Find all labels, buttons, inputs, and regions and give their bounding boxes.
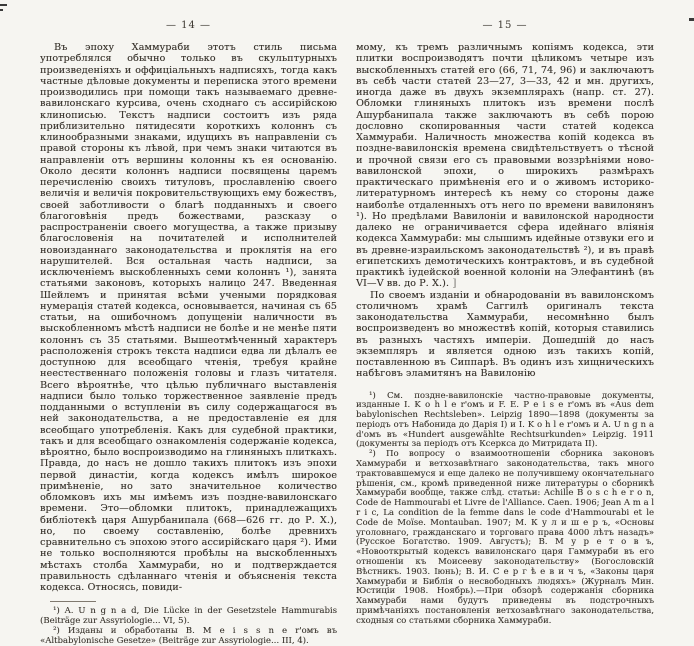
page-right	[356, 20, 654, 627]
pencil-mark: ]	[449, 278, 457, 290]
footnote-right-1: ¹) См. поздне-вавилонскіе частно-правовые документы, изданные I. K o h l e r'омъ и F. E. P e i s e r'омъ въ «Aus dem babylonischen Rechtsleben». Leipzig 1890—1898 (документы за періодъ отъ Набонида до Дарія I) и I. K o h l e r'омъ и A. U n g n a d'омъ въ «Hundert ausgewählte Rechtsurkunden» Leipzig. 1911 (документы за періодъ отъ Ксеркса до Митридата II).	[356, 390, 654, 450]
scan-artifact	[0, 4, 7, 6]
page-number-right: — 15 —	[482, 20, 528, 31]
scan-artifact	[0, 9, 3, 11]
footnotes-right	[356, 392, 654, 627]
footnote-left-1: ¹) A. U n g n a d, Die Lücke in der Gesetzstele Hammurabis (Beiträge zur Assyriologie... VI, 5).	[40, 606, 337, 627]
footnote-left-2: ²) Изданы и обработаны B. M e i s s n e r'омъ въ «Altbabylonische Gesetze» (Beiträge zur Assyriologie... III, 4).	[40, 625, 337, 646]
page-number-left: — 14 —	[165, 20, 212, 31]
footnote-right-2: ²) По вопросу о взаимоотношеніи сборника законовъ Хаммураби и ветхозавѣтнаго законодательства, такъ много трактовавшемуся и еще далеко не получившему окончательнаго рѣшенія, см., кромѣ приведенной ниже литературы о сборникѣ Хаммураби вообще, также слѣд. статьи: Achille B o s c h e r o n, Code de Hammourabi et Livre de l'Alliance. Caen. 1906; Jean A m a l r i c, La condition de la femme dans le code d'Hammourabi et le Code de Moïse. Montauban. 1907; М. К у л и ш е р ъ, «Основы уголовнаго, гражданскаго и торговаго права 4000 лѣтъ назадъ» (Русское Богатство. 1909. Августъ); В. М у р е т о в ъ, «Новооткрытый кодексъ вавилонскаго царя Гаммураби въ его отношеніи къ Моисееву законодательству» (Богословскій Вѣстникъ. 1903. Іюнь); В. И. С е р г ѣ е в и ч ъ, «Законы царя Хаммураби и Библія о несвободныхъ людяхъ» (Журналъ Мин. Юстиціи 1908. Ноябрь).—При обзорѣ содержанія сборника Хаммураби нами будутъ приведены въ подстрочныхъ примѣчаніяхъ постановленія ветхозавѣтнаго законодательства, сходныя со статьями сборника Хаммураби.	[356, 449, 654, 626]
footnote-separator-left	[50, 601, 96, 602]
body-text-right-1	[356, 42, 654, 290]
page-left	[40, 20, 337, 646]
body-text-right-2: По своемъ изданіи и обнародованіи въ вавилонскомъ столичномъ храмѣ Саггилѣ оригиналъ текста законодательства Хаммураби, несомнѣнно былъ воспроизведенъ во множествѣ копій, которыя ставились въ разныхъ частяхъ имперіи. Дошедшій до насъ экземпляръ и является одною изъ такихъ копій, поставленною въ Сиппарѣ. Въ одинъ изъ хищническихъ набѣговъ эламитянъ на Вавилонію	[356, 289, 654, 380]
body-text-left: Въ эпоху Хаммураби этотъ стиль письма употреблялся обычно только въ скульптурныхъ произведеніяхъ и оффиціальныхъ надписяхъ, тогда какъ частные дѣловые документы и переписка этого времени производились при помощи такъ называемаго древне-вавилонскаго курсива, очень сходнаго съ ассирійскою клинописью. Текстъ надписи состоитъ изъ ряда приблизительно пятидесяти короткихъ колоннъ съ клинообразными знаками, идущихъ въ направленіи съ правой стороны къ лѣвой, при чемъ знаки читаются въ направленіи отъ вершины колонны къ ея основанію. Около десяти колоннъ надписи посвящены царемъ перечисленію своихъ титуловъ, прославленію своего величія и величія покровительствующихъ ему божествъ, своей заботливости о благѣ подданныхъ и своего благоговѣнія предъ божествами, разсказу о распространеніи своего могущества, а также призыву благословенія на почитателей и исполнителей новоизданнаго законодательства и проклятія на его нарушителей. Вся остальная часть надписи, за исключеніемъ выскобленныхъ семи колоннъ ¹), занята статьями законовъ, которыхъ налицо 247. Введенная Шейлемъ и принятая всѣми учеными порядковая нумерація статей кодекса, основывается, начиная съ 65 статьи, на ошибочномъ допущеніи наличности въ выскобленномъ мѣстѣ надписи не болѣе и не менѣе пяти колоннъ съ 35 статьями. Вышеотмѣченный характеръ расположенія строкъ текста надписи едва ли дѣлалъ ее доступною для всеобщаго чтенія, требуя крайне неестественнаго положенія головы и глазъ читателя. Всего вѣроятнѣе, что цѣлью публичнаго выставленія надписи было только торжественное заявленіе предъ подданными о вступленіи въ силу содержащагося въ ней законодательства, а не предоставленіе ея для всеобщаго употребленія. Какъ для судебной практики, такъ и для всеобщаго ознакомленія содержаніе кодекса, вѣроятно, было воспроизводимо на глиняныхъ плиткахъ. Правда, до насъ не дошло такихъ плитокъ изъ эпохи первой династіи, когда кодексъ имѣлъ широкое примѣненіе, но зато значительное количество обломковъ ихъ мы имѣемъ изъ поздне-вавилонскаго времени. Это—обломки плитокъ, принадлежащихъ библіотекѣ царя Ашурбанипала (668—626 гг. до Р. Х.), но, по своему составленію, болѣе древнихъ сравнительно съ эпохою этого ассирійскаго царя ²). Ими не только восполняются пробѣлы на выскобленныхъ мѣстахъ столба Хаммураби, но и подтверждается правильность сдѣланнаго чтенія и объясненія текста кодекса. Относясь, повиди-	[40, 42, 337, 593]
paragraph-continuation: мому, къ тремъ различнымъ копіямъ кодекса, эти плитки воспроизводятъ почти цѣликомъ четыре изъ выскобленныхъ статей его (66, 71, 74, 96) и заключаютъ въ себѣ части статей 23—27, 3—33, 42 и мн. другихъ, иногда даже въ двухъ экземплярахъ (напр. ст. 27). Обломки глиняныхъ плитокъ изъ времени послѣ Ашурбанипала также заключаютъ въ себѣ порою дословно скопированныя части статей кодекса Хаммураби. Наличность множества копій кодекса въ поздне-вавилонскія времена свидѣтельствуетъ о тѣсной и прочной связи его съ правовыми воззрѣніями ново-вавилонской эпохи, о широкихъ размѣрахъ практическаго примѣненія его и о живомъ историко-литературномъ интересѣ къ нему со стороны даже наиболѣе отдаленныхъ отъ него по времени вавилонянъ ¹). Но предѣлами Вавилоніи и вавилонской народности далеко не ограничивается сфера идейнаго вліянія кодекса Хаммураби: мы слышимъ идейные отзвуки его и въ древне-израильскомъ законодательствѣ ²), и въ правѣ египетскихъ демотическихъ контрактовъ, и въ судебной практикѣ іудейской военной колоніи на Элефантинѣ (въ VI—V вв. до Р. Х.).	[356, 42, 654, 290]
footnotes-left	[40, 607, 337, 646]
scan-artifact	[689, 18, 694, 21]
